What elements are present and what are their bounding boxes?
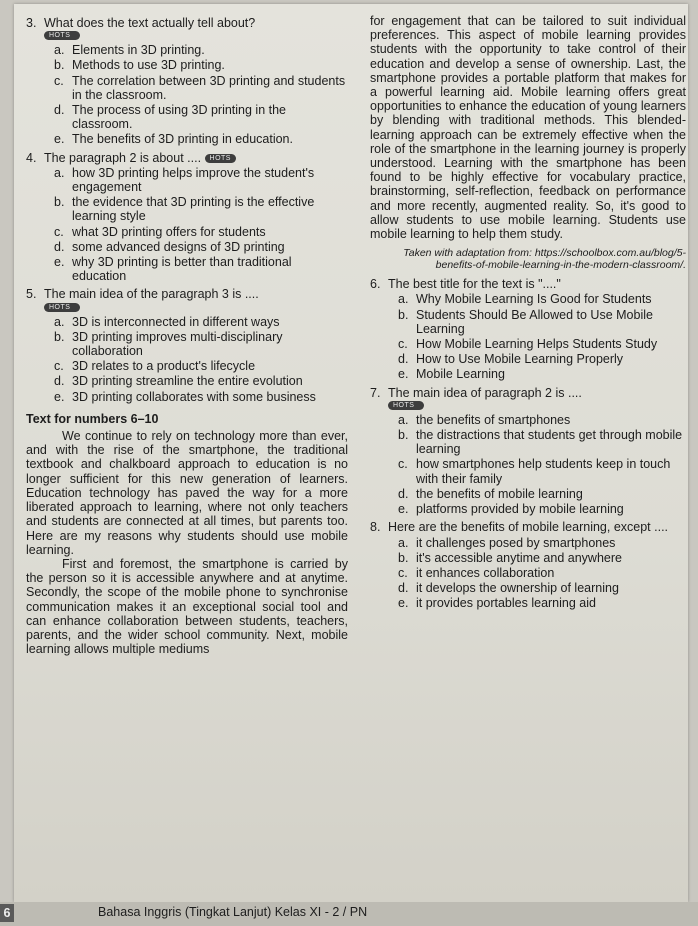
option: a. Why Mobile Learning Is Good for Students [398, 292, 652, 307]
question-8 [370, 520, 686, 610]
question-text: The paragraph 2 is about .... [44, 150, 202, 165]
option: e. why 3D printing is better than traditional education [54, 255, 292, 284]
question-4 [26, 151, 348, 284]
option: e. it provides portables learning aid [398, 596, 596, 611]
question-text: The best title for the text is "...." [388, 277, 561, 292]
hots-badge: HOTS [44, 31, 80, 40]
option: b. Methods to use 3D printing. [54, 58, 225, 73]
reading-paragraph-continued: for engagement that can be tailored to suit individual preferences. This aspect of mobile learning provides students with the opportunity to take control of their education and develop a sense of ownership. Last, the smartphone provides a portable platform that makes for a powerful learning aid. Mobile learning offers great opportunities to enhance the education of young learners by blending with traditional methods. This blended-learning approach can be extremely effective when the role of the smartphone in the learning journey is properly understood. Learning with the smartphone has been found to be highly effective for vocabulary practice, brainstorming, self-reflection, feedback on performance and more recently, augmented reality. So, it's good to allow students to use mobile learning. Students use mobile learning to help them study. [370, 14, 686, 242]
option: b. Students Should Be Allowed to Use Mobile Learning [398, 307, 653, 336]
question-text: The main idea of the paragraph 3 is .... [44, 287, 259, 302]
book-title: Bahasa Inggris (Tingkat Lanjut) Kelas XI - 2 / PN [98, 905, 368, 919]
option: e. Mobile Learning [398, 367, 505, 382]
question-number: 6. [370, 277, 381, 292]
question-text: What does the text actually tell about? [44, 16, 256, 30]
option: a. 3D is interconnected in different ways [54, 314, 280, 329]
question-3 [26, 16, 348, 147]
question-text: Here are the benefits of mobile learning, except .... [388, 520, 669, 535]
hots-badge: HOTS [388, 401, 424, 410]
option: e. The benefits of 3D printing in education. [54, 132, 293, 147]
question-number: 5. [26, 287, 37, 302]
question-number: 8. [370, 520, 381, 535]
option: e. platforms provided by mobile learning [398, 502, 624, 517]
page-footer [0, 902, 698, 926]
left-column [26, 16, 348, 656]
option: c. The correlation between 3D printing and students in the classroom. [54, 73, 346, 102]
option: d. The process of using 3D printing in the classroom. [54, 103, 287, 132]
option: d. it develops the ownership of learning [398, 581, 619, 596]
option: d. the benefits of mobile learning [398, 486, 583, 501]
question-text: The main idea of paragraph 2 is .... [388, 385, 582, 400]
reading-paragraph-1: We continue to rely on technology more than ever, and with the rise of the smartphone, the traditional textbook and chalkboard approach to education is no longer sufficient for this new generation of learners. Education technology has paved the way for a more liberated approach to learning, where not only teachers and students are connected at all times, but parents too. Here are my reasons why students should use mobile learning. [26, 429, 348, 557]
option: b. the distractions that students get through mobile learning [398, 428, 683, 457]
option: b. the evidence that 3D printing is the effective learning style [54, 195, 315, 224]
hots-badge: HOTS [44, 303, 80, 312]
option: d. 3D printing streamline the entire evolution [54, 374, 303, 389]
text-heading: Text for numbers 6–10 [26, 411, 159, 426]
question-number: 4. [26, 150, 37, 165]
question-7 [370, 386, 686, 517]
option: b. 3D printing improves multi-disciplinary collaboration [54, 329, 283, 359]
page-number: 6 [0, 904, 14, 922]
option: c. what 3D printing offers for students [54, 224, 266, 239]
question-number: 3. [26, 16, 37, 30]
option: b. it's accessible anytime and anywhere [398, 550, 622, 565]
hots-badge: HOTS [205, 154, 236, 163]
option: d. some advanced designs of 3D printing [54, 239, 285, 254]
option: a. the benefits of smartphones [398, 412, 571, 427]
option: a. it challenges posed by smartphones [398, 535, 616, 550]
option: c. how smartphones help students keep in touch with their family [398, 457, 671, 486]
question-number: 7. [370, 385, 381, 400]
source-citation: Taken with adaptation from: https://schoolbox.com.au/blog/5-benefits-of-mobile-learning-in-the-modern-classroom/. [403, 247, 686, 272]
question-5 [26, 287, 348, 403]
option: d. How to Use Mobile Learning Properly [398, 352, 624, 367]
option: a. how 3D printing helps improve the student's engagement [54, 165, 315, 195]
option: c. 3D relates to a product's lifecycle [54, 359, 256, 374]
option: c. How Mobile Learning Helps Students Study [398, 337, 658, 352]
option: c. it enhances collaboration [398, 565, 555, 580]
right-column [370, 14, 686, 615]
question-6 [370, 277, 686, 381]
option: e. 3D printing collaborates with some business [54, 389, 316, 404]
reading-paragraph-2: First and foremost, the smartphone is carried by the person so it is accessible anywhere and at anytime. Secondly, the scope of the mobile phone to synchronise communication makes it an exceptional social tool and can enhance collaboration between students, teachers, parents, and the wider school community. Next, mobile learning allows multiple mediums [26, 556, 348, 657]
option: a. Elements in 3D printing. [54, 43, 205, 58]
